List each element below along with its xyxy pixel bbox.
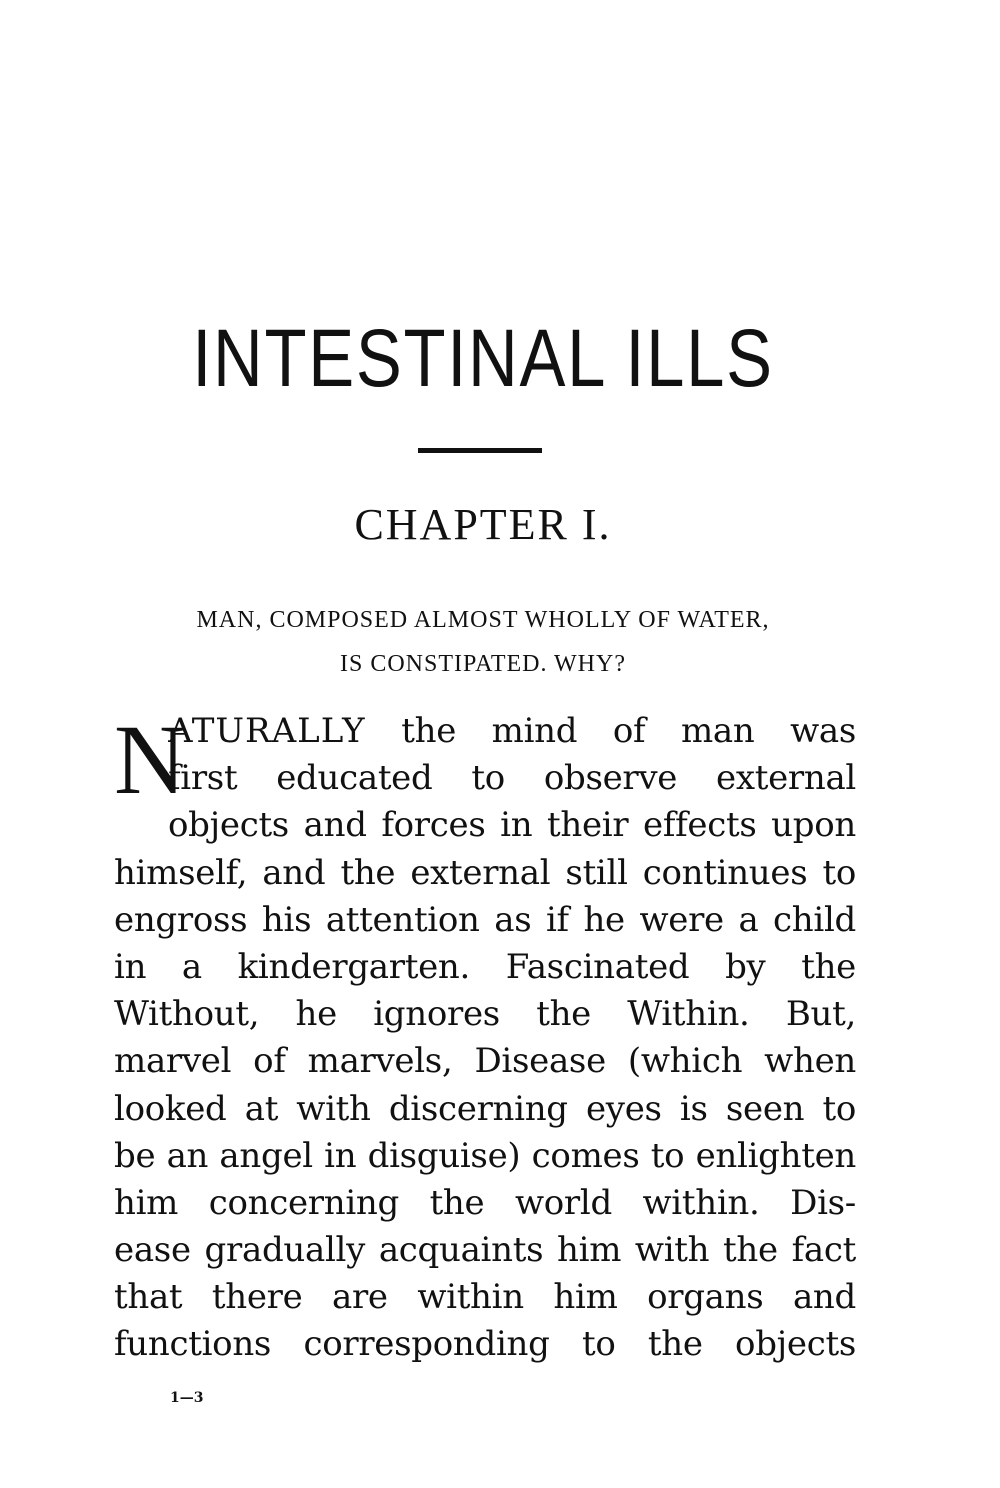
body-line: looked at with discerning eyes is seen to [114, 1088, 856, 1129]
body-line: functions corresponding to the objects [114, 1324, 856, 1365]
body-paragraph [114, 704, 856, 1369]
body-line-text: the mind of man was [365, 711, 856, 751]
title-rule [418, 448, 542, 453]
body-line: him concerning the world within. Dis- [114, 1182, 856, 1223]
body-line: first educated to observe external [168, 758, 856, 799]
chapter-subtitle-line: MAN, COMPOSED ALMOST WHOLLY OF WATER, [196, 607, 770, 633]
body-line [168, 708, 856, 755]
body-line: objects and forces in their effects upon [168, 805, 856, 846]
book-title: INTESTINAL ILLS [192, 313, 774, 404]
first-word: ATURALLY [168, 711, 366, 751]
chapter-subtitle-line: IS CONSTIPATED. WHY? [339, 651, 626, 677]
body-line: that there are within him organs and [114, 1277, 856, 1318]
body-line: marvel of marvels, Disease (which when [114, 1041, 856, 1082]
body-line: engross his attention as if he were a child [114, 899, 856, 940]
chapter-heading: CHAPTER I. [354, 500, 612, 549]
body-line: ease gradually acquaints him with the fact [114, 1230, 856, 1271]
body-line: Without, he ignores the Within. But, [114, 994, 856, 1035]
drop-cap: N [114, 704, 186, 815]
body-line: himself, and the external still continues to [114, 852, 856, 893]
body-line: in a kindergarten. Fascinated by the [114, 946, 856, 987]
body-line: be an angel in disguise) comes to enlighten [114, 1135, 856, 1176]
chapter-subtitle [0, 598, 966, 686]
signature-mark: 1—3 [170, 1390, 204, 1406]
